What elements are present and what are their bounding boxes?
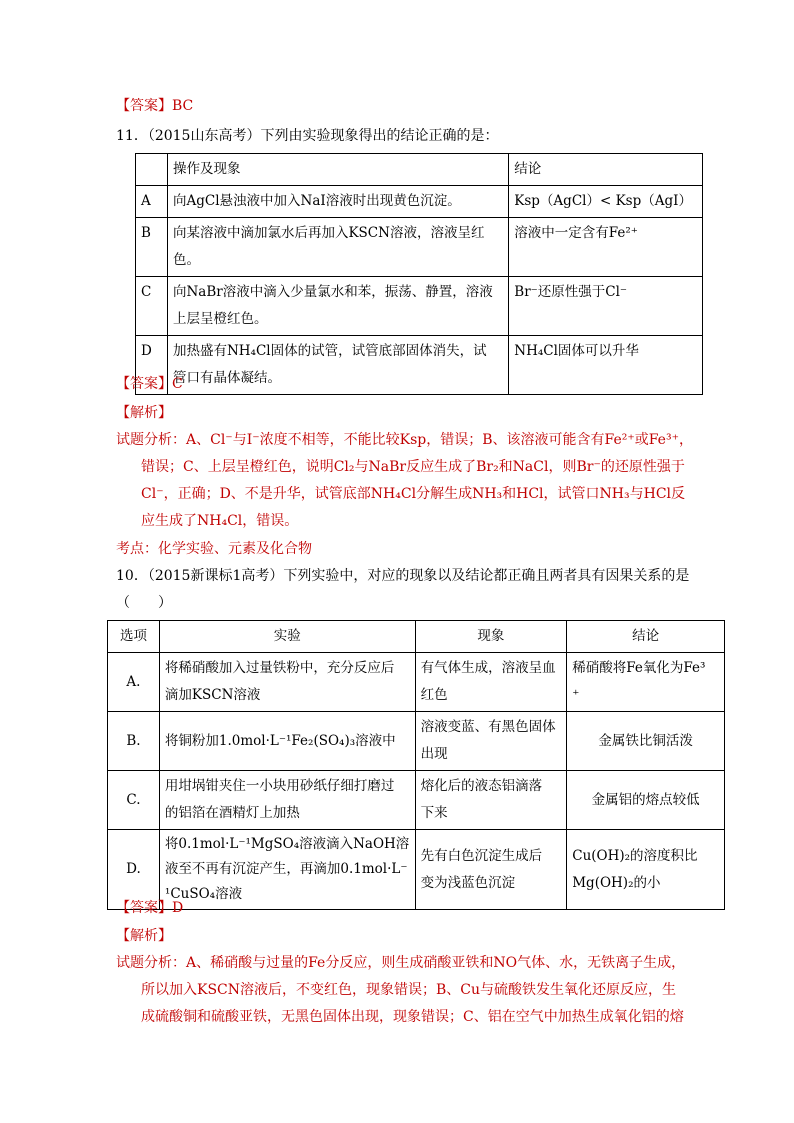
- conclusion-cell: [567, 653, 725, 712]
- cell-line: 将0.1mol·L⁻¹MgSO₄溶液滴入NaOH溶: [164, 836, 410, 852]
- experiment-cell: 将铜粉加1.0mol·L⁻¹Fe₂(SO₄)₃溶液中: [159, 712, 415, 771]
- question-11-table: [135, 153, 703, 395]
- header-cell: 结论: [567, 621, 725, 653]
- cell-line: 熔化后的液态铝滴落: [420, 778, 543, 794]
- cell-line: 加热盛有NH₄Cl固体的试管，试管底部固体消失，试: [172, 343, 487, 359]
- analysis-line: 试题分析：A、稀硝酸与过量的Fe分反应，则生成硝酸亚铁和NO气体、水，无铁离子生成，: [116, 955, 686, 971]
- option-cell: A: [136, 186, 168, 218]
- cell-line: 向NaBr溶液中滴入少量氯水和苯，振荡、静置，溶液: [172, 284, 493, 300]
- answer-11: 【答案】C: [116, 376, 183, 392]
- table-row: [136, 186, 703, 218]
- conclusion-cell: 溶液中一定含有Fe²⁺: [509, 218, 703, 277]
- question-10-title: 10．（2015新课标1高考）下列实验中，对应的现象以及结论都正确且两者具有因果关系的是: [116, 568, 690, 584]
- conclusion-cell: NH₄Cl固体可以升华: [509, 336, 703, 395]
- cell-line: 变为浅蓝色沉淀: [420, 874, 516, 891]
- header-cell: 现象: [415, 621, 567, 653]
- header-cell: 操作及现象: [167, 154, 508, 186]
- conclusion-cell: Br⁻还原性强于Cl⁻: [509, 277, 703, 336]
- cell-line: ¹CuSO₄溶液: [164, 886, 243, 902]
- cell-line: 色。: [172, 252, 200, 268]
- experiment-cell: [159, 653, 415, 712]
- cell-line: 液至不再有沉淀产生，再滴加0.1mol·L⁻: [164, 861, 408, 877]
- table-row: [108, 712, 725, 771]
- cell-line: 上层呈橙红色。: [172, 311, 268, 327]
- option-cell: D: [136, 336, 168, 395]
- conclusion-cell: 金属铝的熔点较低: [567, 771, 725, 830]
- analysis-label-10: 【解析】: [116, 928, 172, 944]
- header-cell: [136, 154, 168, 186]
- analysis-line: 所以加入KSCN溶液后，不变红色，现象错误；B、Cu与硫酸铁发生氧化还原反应，生: [141, 982, 677, 998]
- table-header-row: [108, 621, 725, 653]
- cell-line: 的铝箔在酒精灯上加热: [164, 805, 300, 821]
- question-11-title: 11．（2015山东高考）下列由实验现象得出的结论正确的是：: [116, 128, 499, 144]
- conclusion-cell: Ksp（AgCl）< Ksp（AgI）: [509, 186, 703, 218]
- experiment-cell: [159, 771, 415, 830]
- cell-line: 将稀硝酸加入过量铁粉中，充分反应后: [164, 660, 395, 676]
- option-cell: D.: [108, 830, 160, 910]
- analysis-line: 试题分析：A、Cl⁻与I⁻浓度不相等，不能比较Ksp，错误；B、该溶液可能含有Fe²⁺或Fe³⁺，: [116, 432, 693, 448]
- phenomenon-cell: [415, 771, 567, 830]
- table-row: [136, 336, 703, 395]
- conclusion-cell: 金属铁比铜活泼: [567, 712, 725, 771]
- header-cell: 结论: [509, 154, 703, 186]
- table-row: [136, 218, 703, 277]
- table-row: [136, 277, 703, 336]
- cell-line: 红色: [420, 687, 448, 703]
- cell-line: Cu(OH)₂的溶度积比: [572, 847, 698, 864]
- cell-line: 有气体生成，溶液呈血: [420, 660, 556, 676]
- answer-previous: 【答案】BC: [116, 98, 194, 114]
- cell-line: 向某溶液中滴加氯水后再加入KSCN溶液，溶液呈红: [172, 225, 485, 241]
- analysis-label-11: 【解析】: [116, 405, 172, 421]
- cell-line: 溶液变蓝、有黑色固体: [420, 719, 556, 735]
- conclusion-cell: [567, 830, 725, 910]
- operation-cell: [167, 277, 508, 336]
- cell-line: 管口有晶体凝结。: [172, 370, 281, 386]
- option-cell: B.: [108, 712, 160, 771]
- phenomenon-cell: [415, 830, 567, 910]
- cell-line: 先有白色沉淀生成后: [420, 847, 543, 864]
- header-cell: 选项: [108, 621, 160, 653]
- table-header-row: [136, 154, 703, 186]
- experiment-cell: [159, 830, 415, 910]
- table-row: [108, 771, 725, 830]
- question-10-blank: （ ）: [116, 595, 172, 611]
- question-10-table: [107, 620, 725, 910]
- option-cell: C.: [108, 771, 160, 830]
- operation-cell: [167, 336, 508, 395]
- option-cell: B: [136, 218, 168, 277]
- operation-cell: [167, 218, 508, 277]
- table-row: [108, 653, 725, 712]
- kaodian-11: 考点：化学实验、元素及化合物: [116, 541, 312, 557]
- operation-cell: 向AgCl悬浊液中加入NaI溶液时出现黄色沉淀。: [167, 186, 508, 218]
- cell-line: 出现: [420, 746, 448, 762]
- table-row: [108, 830, 725, 910]
- answer-10: 【答案】D: [116, 900, 184, 916]
- phenomenon-cell: [415, 712, 567, 771]
- cell-line: 用坩埚钳夹住一小块用砂纸仔细打磨过: [164, 778, 395, 794]
- cell-line: ⁺: [572, 687, 580, 703]
- analysis-line: 成硫酸铜和硫酸亚铁，无黑色固体出现，现象错误；C、铝在空气中加热生成氧化铝的熔: [141, 1009, 684, 1025]
- cell-line: 下来: [420, 805, 448, 821]
- option-cell: C: [136, 277, 168, 336]
- phenomenon-cell: [415, 653, 567, 712]
- option-cell: A.: [108, 653, 160, 712]
- analysis-line: 错误；C、上层呈橙红色，说明Cl₂与NaBr反应生成了Br₂和NaCl，则Br⁻的还原性强于: [141, 459, 685, 475]
- header-cell: 实验: [159, 621, 415, 653]
- analysis-line: Cl⁻，正确；D、不是升华，试管底部NH₄Cl分解生成NH₃和HCl，试管口NH₃与HCl反: [141, 486, 686, 502]
- cell-line: 稀硝酸将Fe氧化为Fe³: [572, 660, 706, 676]
- cell-line: 滴加KSCN溶液: [164, 687, 261, 703]
- cell-line: Mg(OH)₂的小: [572, 874, 661, 891]
- analysis-line: 应生成了NH₄Cl，错误。: [141, 513, 299, 529]
